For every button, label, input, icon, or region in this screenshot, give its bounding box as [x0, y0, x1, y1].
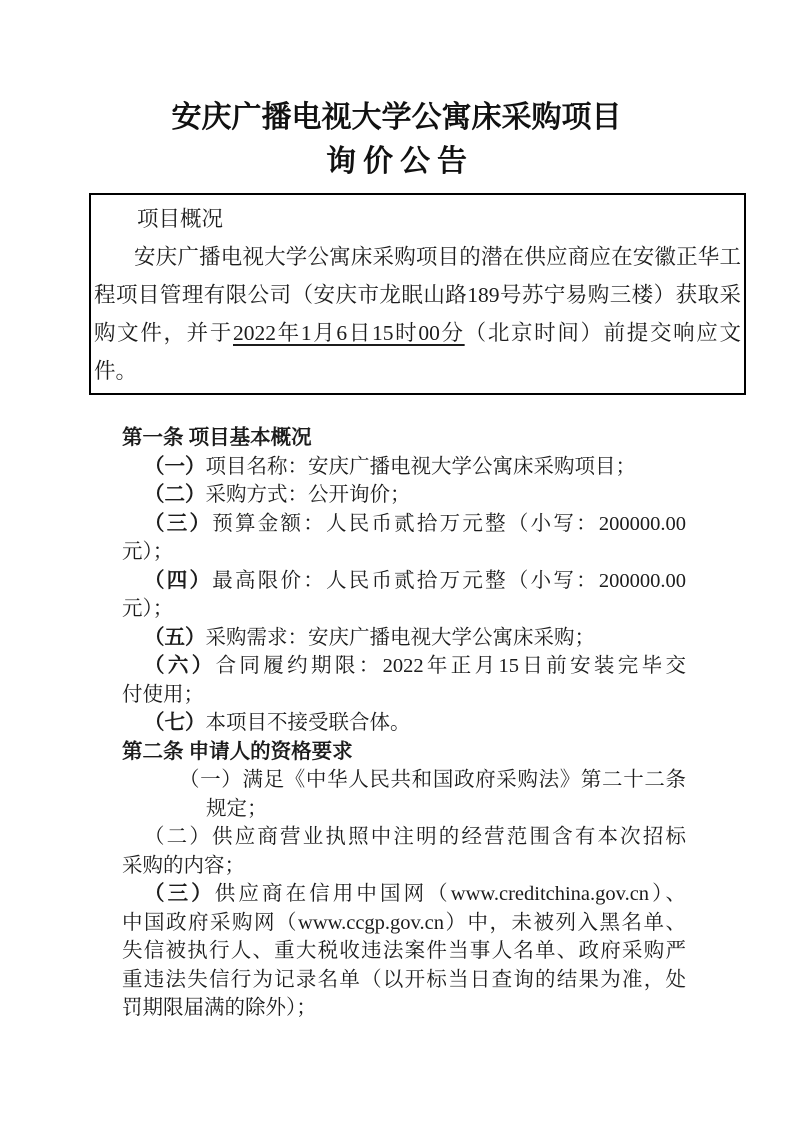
clause-line: （三）预算金额：人民币贰拾万元整（小写：200000.00 [144, 512, 687, 535]
clause-item [122, 766, 686, 823]
clause-item [122, 652, 686, 709]
deadline-underline: 2022年1月6日15时00分 [233, 321, 465, 345]
clause-line: （一）满足《中华人民共和国政府采购法》第二十二条 [179, 769, 687, 791]
clause-line: （四）最高限价：人民币贰拾万元整（小写：200000.00 [144, 569, 687, 592]
clause-line: 失信被执行人、重大税收违法案件当事人名单、政府采购严 [122, 940, 686, 962]
document-title [0, 96, 793, 184]
clause-marker: （三） [144, 512, 213, 535]
clause-line: （三）供应商在信用中国网（www.creditchina.gov.cn）、 [144, 883, 686, 905]
clause-item [122, 453, 686, 482]
clause-item [122, 823, 686, 880]
clause-line: （一）项目名称：安庆广播电视大学公寓床采购项目； [144, 455, 636, 478]
clause-line: 罚期限届满的除外）； [122, 997, 317, 1019]
overview-line [94, 314, 741, 352]
section-heading: 第一条 项目基本概况 [122, 427, 312, 449]
section-heading: 第二条 申请人的资格要求 [122, 740, 353, 763]
clause-marker: （二） [144, 484, 206, 506]
document-body [122, 424, 686, 1023]
overview-line-pre: 购文件，并于 [94, 321, 233, 345]
document-title-line-1: 安庆广播电视大学公寓床采购项目 [171, 101, 622, 134]
clause-line: （五）采购需求：安庆广播电视大学公寓床采购； [144, 626, 595, 649]
overview-line: 程项目管理有限公司（安庆市龙眠山路189号苏宁易购三楼）获取采 [94, 283, 741, 307]
clause-line: 规定； [206, 797, 268, 820]
clause-item [122, 880, 686, 1023]
clause-line: 采购的内容； [122, 854, 245, 877]
section-1 [122, 424, 686, 738]
project-overview-box [89, 193, 746, 395]
clause-marker: （六） [144, 655, 216, 677]
clause-line: （二）供应商营业执照中注明的经营范围含有本次招标 [144, 826, 687, 848]
clause-line: 重违法失信行为记录名单（以开标当日查询的结果为准，处 [122, 968, 686, 991]
clause-line: （七）本项目不接受联合体。 [144, 712, 411, 734]
clause-line: （二）采购方式：公开询价； [144, 484, 411, 506]
section-2 [122, 738, 686, 1023]
overview-line-post: （北京时间）前提交响应文 [464, 321, 741, 345]
clause-marker: （四） [144, 569, 213, 592]
clause-marker: （七） [144, 712, 206, 734]
clause-item [122, 510, 686, 567]
overview-line: 件。 [94, 359, 138, 383]
clause-item [122, 481, 686, 510]
clause-item [122, 567, 686, 624]
document-title-line-2: 询价公告 [326, 145, 474, 178]
clause-marker: （五） [144, 626, 206, 649]
clause-line: 元）； [122, 541, 174, 563]
clause-marker: （三） [144, 883, 215, 905]
clause-marker: （二） [144, 826, 213, 848]
clause-line: 付使用； [122, 683, 204, 706]
clause-line: 元）； [122, 598, 174, 620]
clause-line: 中国政府采购网（www.ccgp.gov.cn）中，未被列入黑名单、 [122, 911, 686, 934]
clause-item [122, 624, 686, 653]
clause-marker: （一） [179, 769, 243, 791]
overview-label: 项目概况 [137, 207, 224, 231]
clause-item [122, 709, 686, 738]
clause-marker: （一） [144, 455, 206, 478]
clause-line: （六）合同履约期限：2022年正月15日前安装完毕交 [144, 655, 687, 677]
overview-paragraph [94, 238, 741, 390]
overview-line: 安庆广播电视大学公寓床采购项目的潜在供应商应在安徽正华工 [134, 245, 741, 269]
